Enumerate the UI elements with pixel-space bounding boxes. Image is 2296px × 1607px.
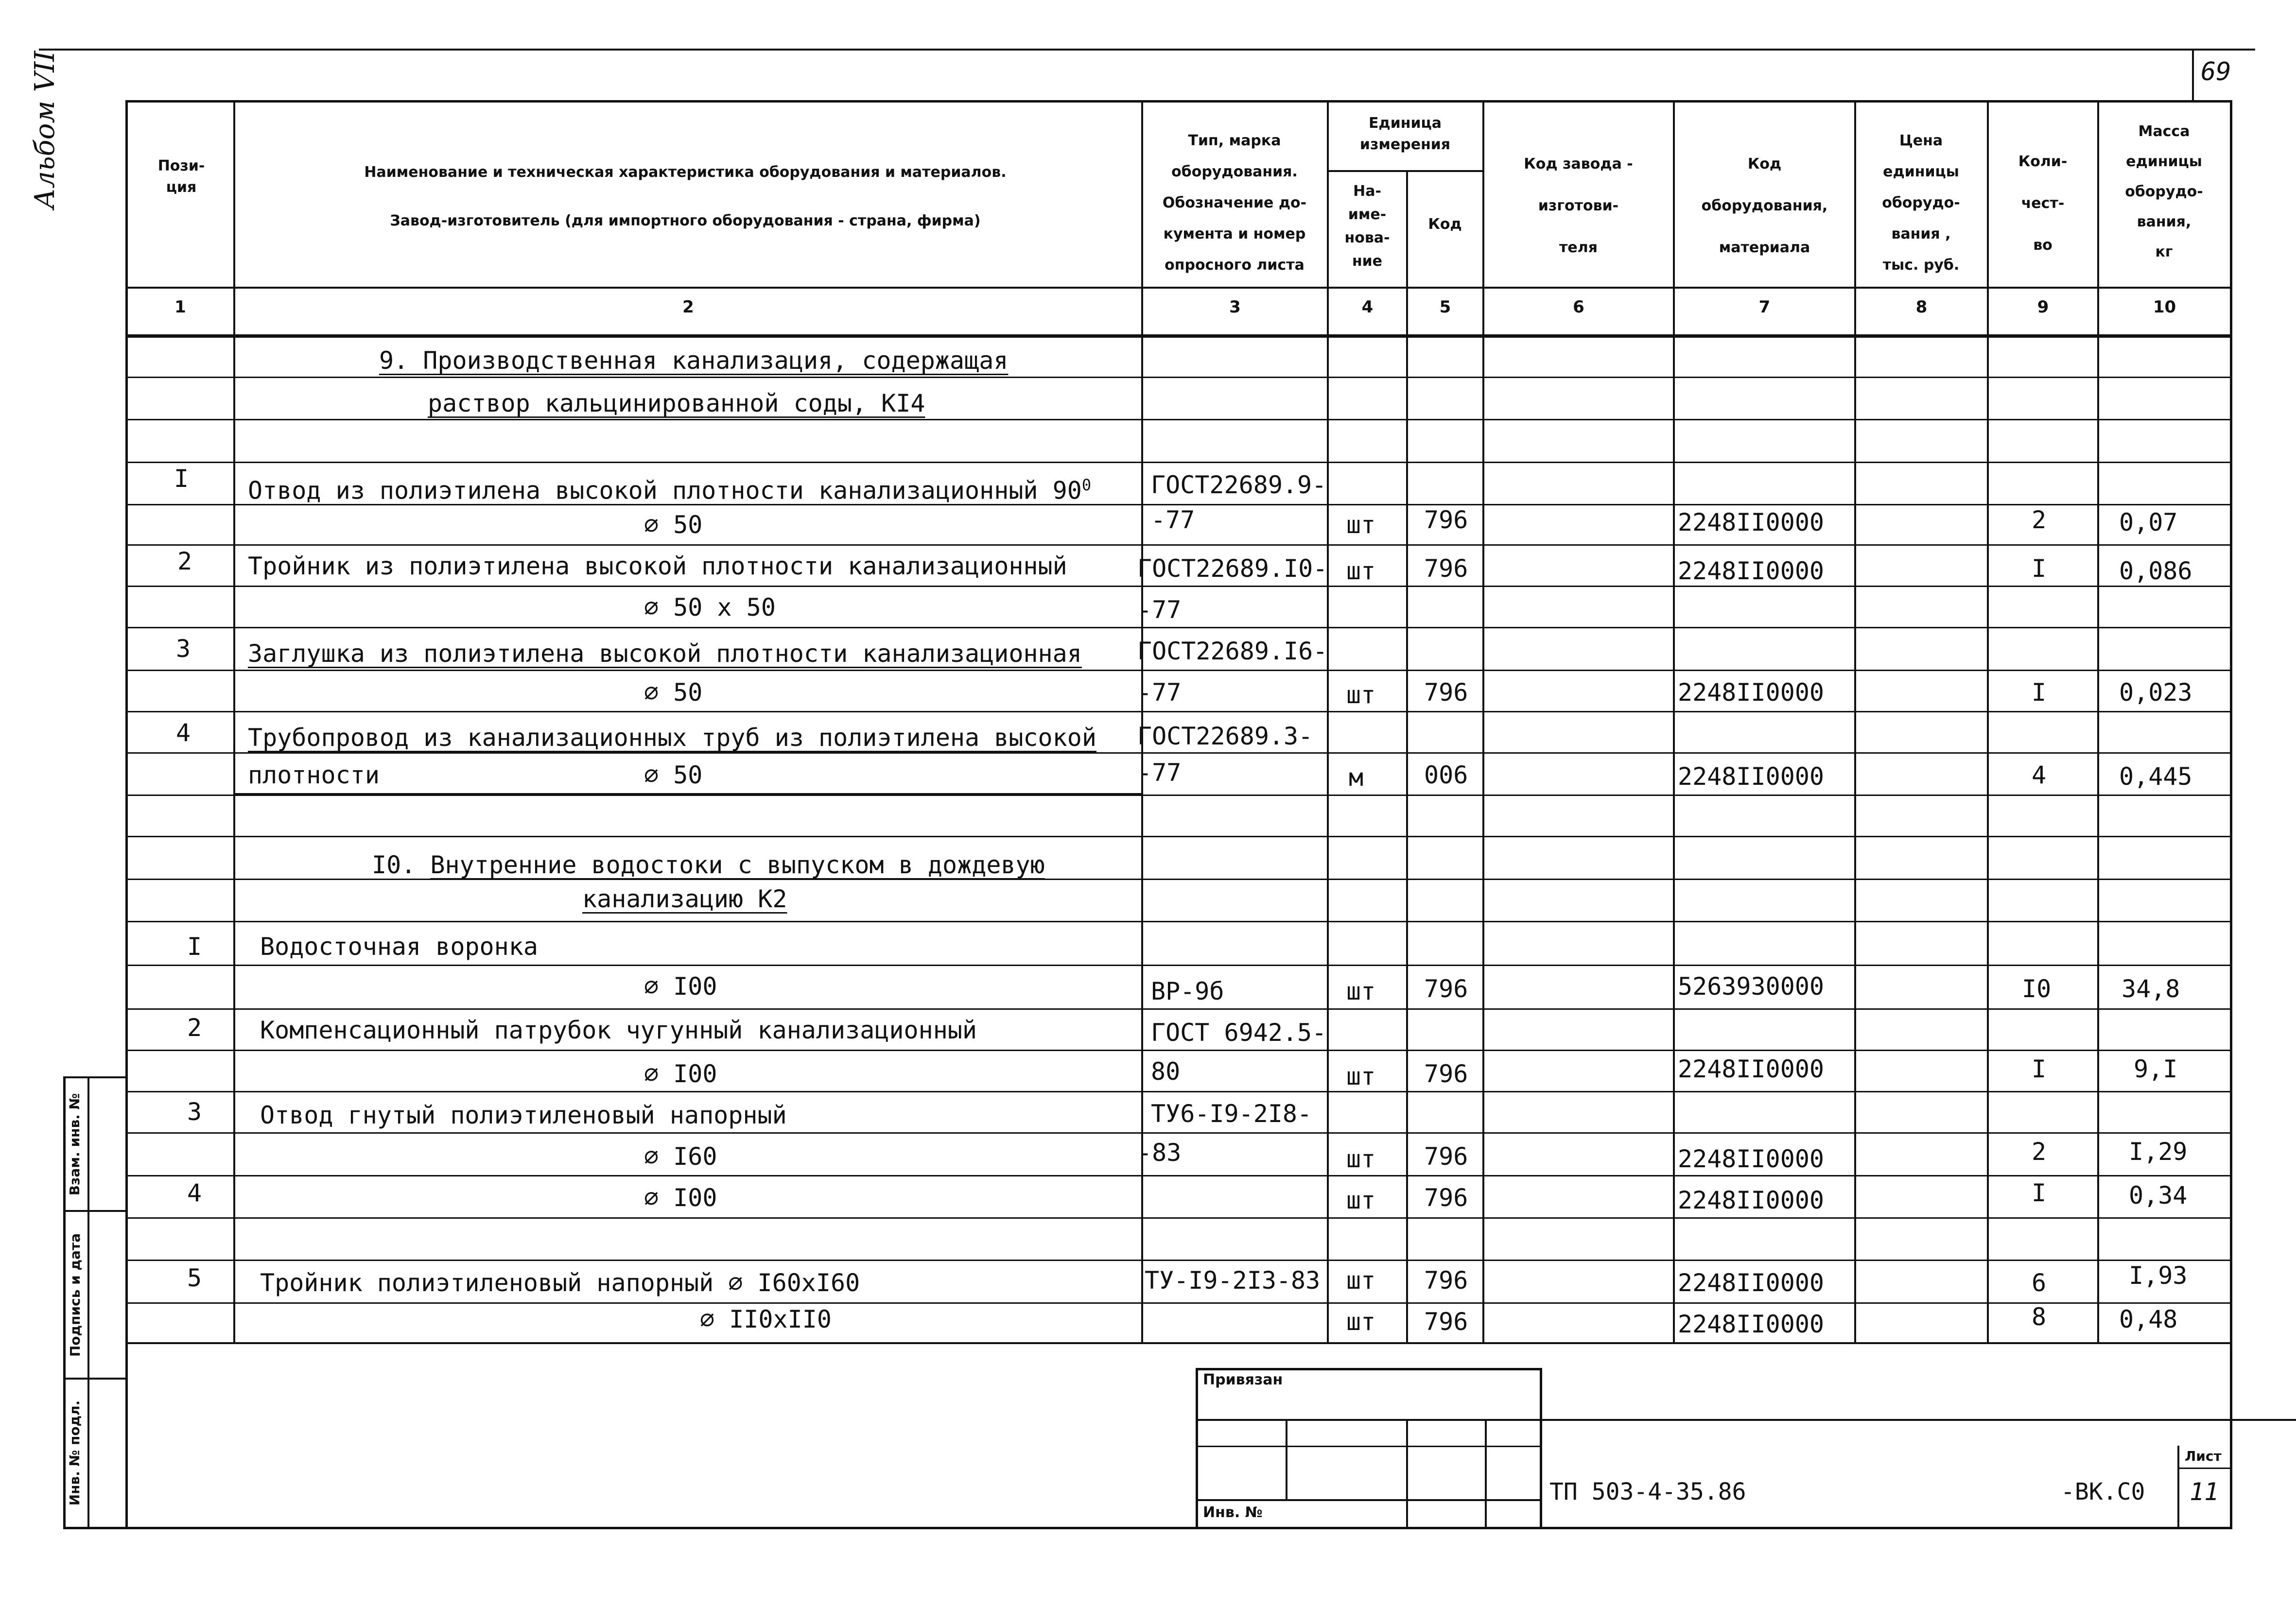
row-sep xyxy=(125,921,2232,922)
s10-r1-name: Водосточная воронка xyxy=(260,933,538,961)
section9-title-line2: раствор кальцинированной соды, КI4 xyxy=(428,389,925,417)
album-label: Альбом VII xyxy=(29,51,61,209)
colnum-2: 2 xyxy=(682,297,694,317)
header-col3: Тип, марка оборудования. Обозначение до- кумента и номер опросного листа xyxy=(1162,132,1307,274)
s10-r5b-code: 796 xyxy=(1424,1308,1468,1336)
col-line-5 xyxy=(1482,100,1484,1344)
stamp-col3 xyxy=(1485,1419,1487,1528)
s9-r1b-type: -77 xyxy=(1151,506,1195,534)
s10-r2b-unit: шт xyxy=(1346,1062,1376,1090)
s9-r3-type: ГОСТ22689.I6- xyxy=(1137,637,1328,665)
stamp-inv-no: Инв. № xyxy=(1203,1504,1263,1521)
sheet-number: 11 xyxy=(2190,1478,2219,1506)
frame-bottom xyxy=(63,1527,2232,1529)
header-bottom xyxy=(125,287,2232,289)
s10-r2b-code: 796 xyxy=(1424,1060,1468,1088)
side-strip-outer xyxy=(63,1076,66,1528)
s9-r1b-qty: 2 xyxy=(2032,506,2047,534)
s9-r2-qty: I xyxy=(2032,554,2047,583)
colnum-1: 1 xyxy=(174,297,186,317)
s10-r4-pos: 4 xyxy=(187,1179,202,1207)
s10-r3b-qty: 2 xyxy=(2032,1138,2047,1166)
s10-r5-mat: 2248II0000 xyxy=(1678,1269,1825,1297)
s9-r4-name: Трубопровод из канализационных труб из полиэтилена высокой xyxy=(248,724,1096,752)
s9-r1b-mass: 0,07 xyxy=(2119,508,2178,536)
s10-r5-qty: 6 xyxy=(2032,1269,2047,1297)
s10-r3b-mass: I,29 xyxy=(2129,1138,2188,1166)
s9-r4b-name2: ⌀ 50 xyxy=(644,761,703,789)
s10-r1b-code: 796 xyxy=(1424,975,1468,1003)
s9-r1b-name: ⌀ 50 xyxy=(644,511,703,539)
s10-r2b-mat: 2248II0000 xyxy=(1678,1055,1825,1083)
table-bottom xyxy=(125,1342,2232,1344)
s9-r4b-mat: 2248II0000 xyxy=(1678,762,1825,791)
s9-r3b-code: 796 xyxy=(1424,678,1468,707)
colnum-5: 5 xyxy=(1439,297,1451,317)
side-label-podpis: Подпись и дата xyxy=(67,1233,83,1357)
s9-r1-type: ГОСТ22689.9- xyxy=(1151,471,1327,499)
row-sep xyxy=(125,1175,2232,1176)
side-strip-top xyxy=(63,1076,126,1078)
s9-r3b-type: -77 xyxy=(1137,678,1182,707)
row-sep xyxy=(125,419,2232,420)
s9-r1b-unit: шт xyxy=(1346,511,1376,539)
s10-r3b-unit: шт xyxy=(1346,1145,1376,1173)
s9-r4b-unit: м xyxy=(1349,763,1364,792)
s10-r2b-type: 80 xyxy=(1151,1057,1181,1086)
s9-r1b-code: 796 xyxy=(1424,506,1468,534)
row-sep xyxy=(125,670,2232,671)
s9-r1-name: Отвод из полиэтилена высокой плотности канализационный $90^0$ xyxy=(248,476,1092,505)
stamp-privyazan: Привязан xyxy=(1203,1371,1283,1388)
colnum-10: 10 xyxy=(2153,297,2176,317)
s10-r5b-mat: 2248II0000 xyxy=(1678,1310,1825,1338)
s9-r4-type: ГОСТ22689.3- xyxy=(1137,722,1313,750)
colnum-7: 7 xyxy=(1758,297,1771,317)
s9-r2-mat: 2248II0000 xyxy=(1678,557,1825,585)
s10-r4-code: 796 xyxy=(1424,1184,1468,1212)
header-top xyxy=(125,100,2232,103)
stamp-right xyxy=(1540,1368,1542,1528)
header-col8: Цена единицы оборудо- вания , тыс. руб. xyxy=(1882,132,1960,274)
s9-r3b-name: ⌀ 50 xyxy=(644,678,703,707)
s9-r4b-code: 006 xyxy=(1424,761,1468,789)
col-line-8 xyxy=(1987,100,1989,1344)
s10-r1-pos: I xyxy=(187,933,202,961)
section10-title-line2: канализацию К2 xyxy=(582,885,787,913)
s9-r4b-qty: 4 xyxy=(2032,761,2047,789)
s10-r5-code: 796 xyxy=(1424,1266,1468,1295)
s10-r1b-name: ⌀ I00 xyxy=(644,972,717,1001)
stamp-col1 xyxy=(1286,1419,1287,1499)
row-sep xyxy=(125,836,2232,837)
sheet-label: Лист xyxy=(2185,1448,2222,1464)
s10-r2-type: ГОСТ 6942.5- xyxy=(1151,1019,1327,1047)
row-sep xyxy=(125,377,2232,378)
unit-sub-line xyxy=(1327,170,1482,172)
col-line-3 xyxy=(1327,100,1329,1344)
s10-r5-name: Тройник полиэтиленовый напорный ⌀ I60хI60 xyxy=(260,1269,860,1297)
colnum-9: 9 xyxy=(2037,297,2049,317)
row-sep xyxy=(125,752,2232,754)
s10-r5b-name: ⌀ II0хII0 xyxy=(700,1305,832,1333)
s9-r4-pos: 4 xyxy=(176,719,191,747)
s9-r2-code: 796 xyxy=(1424,554,1468,583)
s10-r3-type: ТУ6-I9-2I8- xyxy=(1151,1100,1312,1128)
row-sep xyxy=(125,1217,2232,1219)
s10-r2b-name: ⌀ I00 xyxy=(644,1060,717,1088)
s9-r3-name: Заглушка из полиэтилена высокой плотности канализационная xyxy=(248,639,1082,668)
section9-title-line1: 9. Производственная канализация, содержащая xyxy=(379,346,1009,375)
frame-right xyxy=(2230,100,2232,1529)
s10-r3b-code: 796 xyxy=(1424,1142,1468,1171)
stamp-top xyxy=(1196,1368,1541,1370)
stamp-row2 xyxy=(1196,1446,1541,1447)
side-label-vzam: Взам. инв. № xyxy=(67,1093,83,1196)
sheet-box-left xyxy=(2177,1446,2179,1528)
header-col6: Код завода - изготови- теля xyxy=(1524,156,1633,256)
colnum-3: 3 xyxy=(1229,297,1241,317)
side-strip-inner xyxy=(87,1076,89,1528)
s10-r2b-mass: 9,I xyxy=(2134,1055,2178,1083)
s9-r3b-mat: 2248II0000 xyxy=(1678,678,1825,707)
s10-r2-pos: 2 xyxy=(187,1014,202,1042)
row-sep xyxy=(125,462,2232,463)
side-strip-sep2 xyxy=(63,1378,126,1380)
colnum-6: 6 xyxy=(1573,297,1584,317)
s9-r4-underline xyxy=(235,793,1141,796)
s10-r4-name: ⌀ I00 xyxy=(644,1184,717,1212)
row-sep xyxy=(125,1008,2232,1010)
sheet-box-mid xyxy=(2177,1468,2231,1469)
header-col1: Пози- ция xyxy=(157,157,205,196)
s10-r2-name: Компенсационный патрубок чугунный канализационный xyxy=(260,1016,977,1044)
s10-r3-name: Отвод гнутый полиэтиленовый напорный xyxy=(260,1101,787,1129)
s10-r5-unit: шт xyxy=(1346,1266,1376,1295)
s9-r1b-mat: 2248II0000 xyxy=(1678,508,1825,536)
s9-r2-mass: 0,086 xyxy=(2119,557,2192,585)
s10-r5b-unit: шт xyxy=(1346,1308,1376,1336)
s10-r1b-mass: 34,8 xyxy=(2122,975,2180,1003)
s10-r4-mass: 0,34 xyxy=(2129,1181,2188,1210)
colnum-8: 8 xyxy=(1915,297,1928,317)
side-label-inv-podl: Инв. № подл. xyxy=(67,1400,83,1506)
s10-r5b-qty: 8 xyxy=(2032,1303,2047,1331)
s10-r4-unit: шт xyxy=(1346,1186,1376,1214)
page-number: 69 xyxy=(2201,57,2231,86)
s9-r4b-mass: 0,445 xyxy=(2119,762,2192,791)
row-sep xyxy=(125,1302,2232,1304)
s9-r2-pos: 2 xyxy=(177,547,192,575)
header-col10: Масса единицы оборудо- вания, кг xyxy=(2125,123,2203,260)
colnum-4: 4 xyxy=(1361,297,1374,317)
s10-r5b-mass: 0,48 xyxy=(2119,1305,2178,1333)
s10-r2b-qty: I xyxy=(2032,1055,2047,1083)
s9-r1-pos: I xyxy=(174,465,189,493)
stamp-left xyxy=(1196,1368,1198,1528)
header-col4: На- име- нова- ние xyxy=(1344,183,1390,270)
stamp-row1 xyxy=(1196,1419,2296,1421)
col-line-9 xyxy=(2097,100,2099,1344)
row-sep xyxy=(125,544,2232,546)
s10-r1b-mat: 5263930000 xyxy=(1678,972,1825,1001)
header-col7: Код оборудования, материала xyxy=(1701,156,1828,256)
header-unit: Единица измерения xyxy=(1359,115,1451,153)
s9-r2b-type: -77 xyxy=(1137,596,1182,624)
header-col2: Наименование и техническая характеристика оборудования и материалов. Завод-изготовитель (для импортного оборудования - страна, фирма) xyxy=(364,164,1007,229)
s9-r2-type: ГОСТ22689.I0- xyxy=(1137,554,1328,583)
col-line-6 xyxy=(1673,100,1675,1344)
s9-r2-unit: шт xyxy=(1346,557,1376,585)
row-sep xyxy=(125,627,2232,628)
s10-r4-mat: 2248II0000 xyxy=(1678,1186,1825,1214)
s10-r1b-qty: I0 xyxy=(2022,975,2052,1003)
s10-r3b-mat: 2248II0000 xyxy=(1678,1145,1825,1173)
row-sep xyxy=(125,1132,2232,1134)
s9-r2b-name: ⌀ 50 x 50 xyxy=(644,593,776,622)
s10-r3-pos: 3 xyxy=(187,1098,202,1126)
s10-r4-qty: I xyxy=(2032,1179,2047,1207)
s10-r1b-unit: шт xyxy=(1346,977,1376,1005)
row-sep xyxy=(125,711,2232,712)
top-rule xyxy=(39,49,2255,51)
s9-r3-pos: 3 xyxy=(176,635,191,663)
s10-r5-pos: 5 xyxy=(187,1264,202,1292)
side-strip-sep1 xyxy=(63,1210,126,1212)
s9-r4b-type: -77 xyxy=(1137,759,1182,787)
stamp-col2 xyxy=(1406,1419,1408,1528)
s9-r3b-qty: I xyxy=(2032,678,2047,707)
row-sep xyxy=(125,1050,2232,1051)
row-sep xyxy=(125,586,2232,587)
row-sep xyxy=(125,1091,2232,1092)
header-col5: Код xyxy=(1428,216,1462,233)
colnum-bottom xyxy=(125,334,2232,338)
col-line-1 xyxy=(233,100,235,1344)
s10-r3b-type: -83 xyxy=(1137,1139,1182,1167)
row-sep xyxy=(125,965,2232,966)
col-line-7 xyxy=(1854,100,1856,1344)
header-col9: Коли- чест- во xyxy=(2018,153,2068,254)
col-line-4 xyxy=(1406,170,1408,1344)
row-sep xyxy=(125,1260,2232,1261)
page-number-box-left xyxy=(2192,49,2194,102)
stamp-row3 xyxy=(1196,1499,1541,1501)
doc-code: ТП 503-4-35.86 xyxy=(1549,1478,1746,1505)
s10-r5-type: ТУ-I9-2I3-83 xyxy=(1145,1266,1321,1295)
s9-r3b-unit: шт xyxy=(1346,681,1376,709)
doc-suffix: -ВК.С0 xyxy=(2061,1478,2145,1505)
s9-r3b-mass: 0,023 xyxy=(2119,678,2192,707)
s9-r4b-name1: плотности xyxy=(248,761,380,789)
section10-title-line1: I0. Внутренние водостоки с выпуском в дождевую xyxy=(372,851,1045,879)
s9-r2-name: Тройник из полиэтилена высокой плотности канализационный xyxy=(248,552,1067,580)
s10-r1b-type: ВР-9б xyxy=(1151,977,1224,1005)
s10-r5-mass: I,93 xyxy=(2129,1261,2188,1290)
s10-r3b-name: ⌀ I60 xyxy=(644,1142,717,1171)
